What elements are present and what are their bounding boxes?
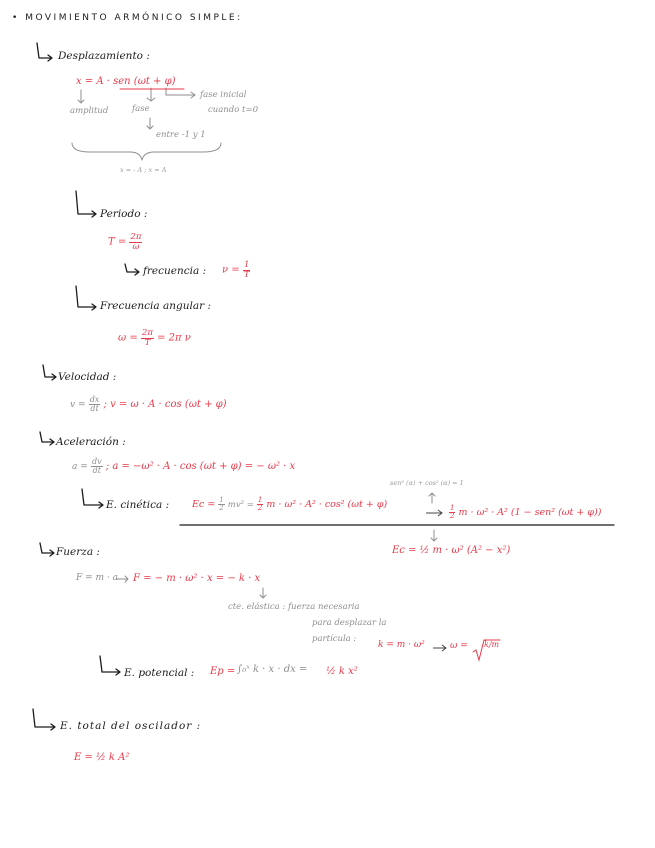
formula-velocidad — [70, 396, 227, 413]
fa-fraction — [141, 329, 154, 347]
periodo-lhs: T = — [108, 236, 127, 248]
ec-half-2-num: 1 — [257, 496, 263, 504]
formula-k: k = m · ω² — [378, 640, 425, 650]
label-cte-elastica: cte. elástica : fuerza necesaria — [228, 602, 360, 612]
title-text: MOVIMIENTO ARMÓNICO SIMPLE: — [25, 13, 243, 23]
periodo-den: ω — [132, 241, 140, 252]
acel-formula: ; a = −ω² · A · cos (ωt + φ) = − ω² · x — [105, 461, 296, 472]
heading-desplazamiento: Desplazamiento : — [58, 50, 150, 62]
ec-half-3-den: 2 — [450, 512, 455, 520]
label-fase: fase — [132, 104, 150, 114]
heading-velocidad: Velocidad : — [58, 371, 117, 383]
ec-half-1-num: 1 — [219, 496, 224, 504]
heading-potencial: E. potencial : — [124, 667, 195, 679]
arrow-amplitud — [78, 90, 84, 103]
hook-arrow-frecuencia — [125, 264, 139, 275]
formula-desplazamiento: x = A · sen (ωt + φ) — [76, 76, 176, 87]
arrow-fase — [147, 88, 155, 101]
formula-frecuencia-angular — [118, 329, 191, 347]
fa-lhs: ω = — [118, 332, 138, 344]
ec-half-3 — [449, 505, 455, 520]
ec-mv2: mv² = — [227, 500, 254, 510]
arrow-result — [431, 530, 437, 541]
formula-ep-result: ½ k x² — [326, 666, 358, 677]
ec-expr2: m · ω² · A² (1 − sen² (ωt + φ)) — [458, 507, 602, 518]
formula-fuerza-2: F = − m · ω² · x = − k · x — [133, 573, 261, 584]
frecuencia-den: T — [243, 269, 250, 280]
ec-half-1 — [218, 497, 224, 512]
acel-num: dv — [91, 457, 102, 466]
ec-expr1: m · ω² · A² · cos² (ωt + φ) — [266, 499, 388, 510]
formula-ep-integral: ∫₀ˣ k · x · dx = — [237, 664, 308, 675]
implies-arrow-f — [117, 576, 128, 582]
fa-num: 2π — [141, 328, 153, 338]
arrow-k — [260, 588, 266, 598]
formula-total: E = ½ k A² — [74, 752, 130, 763]
formula-cinetica-2 — [449, 505, 601, 520]
vel-num: dx — [89, 395, 100, 404]
hook-arrow-frec-angular — [76, 286, 96, 310]
page-title — [12, 13, 243, 23]
heading-frecuencia-angular: Frecuencia angular : — [100, 300, 211, 312]
acel-lhs: a = — [72, 462, 88, 472]
formula-omega: ω = — [450, 641, 468, 651]
formula-periodo — [108, 233, 142, 251]
hook-arrow-periodo — [76, 191, 96, 217]
periodo-num: 2π — [130, 232, 142, 242]
ec-half-2-den: 2 — [257, 504, 263, 512]
arrow-entre — [147, 118, 153, 129]
formula-cinetica — [192, 497, 387, 512]
hook-arrow-total — [33, 709, 55, 730]
label-para-desplazar: para desplazar la — [312, 618, 387, 628]
formula-cinetica-result: Ec = ½ m · ω² (A² − x²) — [392, 545, 511, 556]
implies-arrow-cin — [426, 510, 442, 516]
hook-arrow-cinetica — [82, 489, 103, 508]
formula-frecuencia — [222, 261, 251, 279]
vel-formula: ; v = ω · A · cos (ωt + φ) — [103, 399, 227, 410]
hook-arrow-fuerza — [40, 543, 54, 556]
label-fase-inicial: fase inicial — [200, 90, 247, 100]
label-amplitud: amplitud — [70, 106, 109, 116]
label-particula: partícula : — [312, 634, 357, 644]
formula-aceleracion — [72, 458, 295, 475]
fa-rhs: = 2π ν — [157, 332, 191, 344]
hook-arrow-desplazamiento — [37, 43, 52, 61]
frecuencia-lhs: ν = — [222, 264, 240, 276]
heading-total: E. total del oscilador : — [60, 720, 202, 732]
arrow-identity — [429, 493, 435, 503]
hook-arrow-aceleracion — [40, 432, 54, 445]
formula-ep-lhs: Ep = — [210, 666, 236, 677]
hook-arrow-velocidad — [43, 365, 56, 380]
implies-arrow-k1 — [433, 645, 446, 651]
vel-den: dt — [90, 404, 99, 413]
acel-fraction — [91, 458, 103, 475]
heading-cinetica: E. cinética : — [106, 499, 170, 511]
ec-half-2 — [257, 497, 263, 512]
formula-fuerza-1: F = m · a — [76, 573, 118, 583]
formula-sqrt-km: k/m — [484, 640, 500, 649]
label-range: x = - A ; x = A — [120, 166, 167, 174]
vel-fraction — [89, 396, 101, 413]
frecuencia-num: 1 — [243, 260, 250, 270]
heading-aceleracion: Aceleración : — [56, 436, 126, 448]
ec-half-1-den: 2 — [219, 504, 224, 512]
fa-den: T — [144, 337, 151, 348]
acel-den: dt — [92, 466, 101, 475]
label-entre: entre -1 y 1 — [156, 130, 206, 140]
label-cuando: cuando t=0 — [208, 105, 258, 115]
ec-half-3-num: 1 — [450, 504, 455, 512]
label-frecuencia: frecuencia : — [143, 265, 207, 277]
frecuencia-fraction — [243, 261, 251, 279]
trig-identity: sen² (α) + cos² (α) = 1 — [390, 479, 464, 487]
ec-lhs: Ec = — [192, 499, 216, 510]
hook-arrow-potencial — [100, 656, 120, 675]
periodo-fraction — [129, 233, 142, 251]
heading-periodo: Periodo : — [100, 208, 148, 220]
heading-fuerza: Fuerza : — [56, 546, 100, 558]
title-bullet: • — [12, 13, 20, 23]
brace — [72, 143, 221, 160]
vel-lhs: v = — [70, 400, 86, 410]
